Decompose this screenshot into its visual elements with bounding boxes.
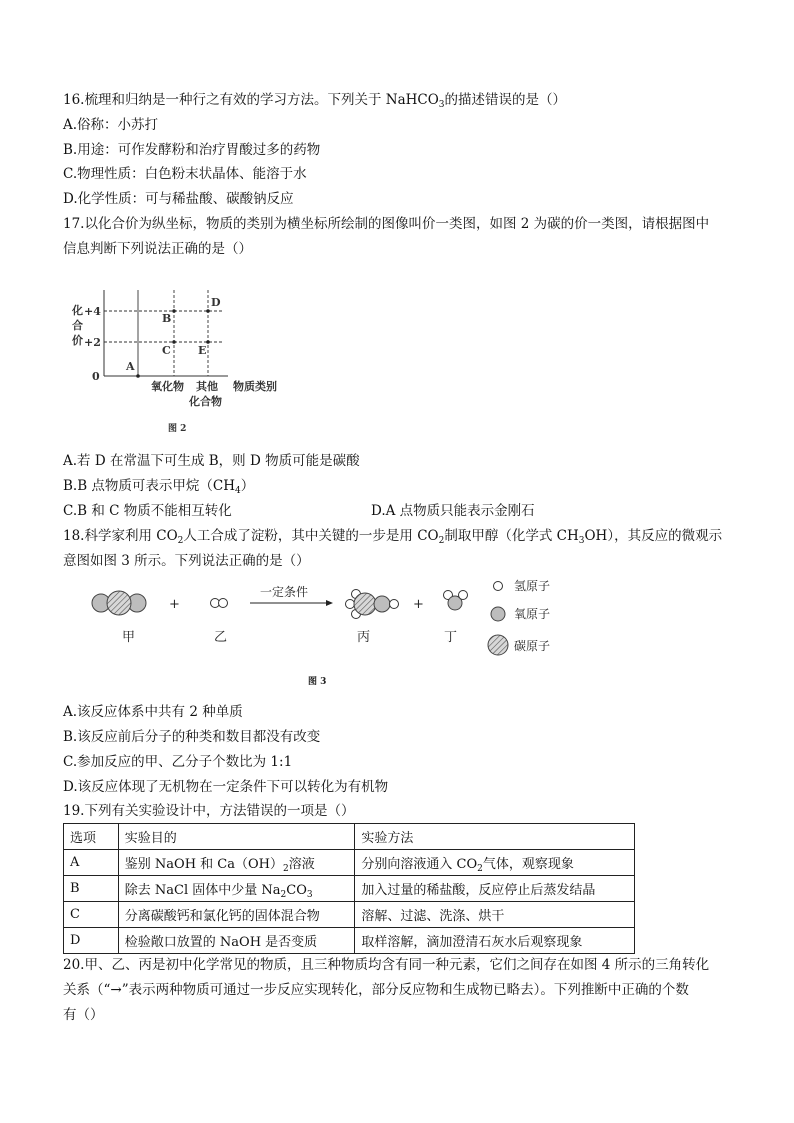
q16-stem: 16.梳理和归纳是一种行之有效的学习方法。下列关于 NaHCO$_3$的描述错误的是（）	[63, 92, 567, 110]
table-row	[64, 850, 635, 876]
x-axis-title: 物质类别	[233, 380, 277, 393]
reaction-condition: 一定条件	[260, 585, 309, 599]
header-goal: 实验目的	[118, 824, 355, 850]
legend-carbon	[488, 635, 550, 655]
q18-option-a: A.该反应体系中共有 2 种单质	[63, 704, 243, 720]
valence-category-figure	[62, 284, 302, 434]
x-label-compound: 化合物	[189, 395, 222, 408]
q20-stem-line3: 有（）	[63, 1007, 104, 1023]
legend-oxygen	[491, 607, 550, 621]
x-label-other: 其他	[196, 380, 218, 393]
q17-option-a: A.若 D 在常温下可生成 B，则 D 物质可能是碳酸	[63, 453, 360, 469]
label-jia: 甲	[122, 630, 136, 645]
point-b-marker	[172, 309, 176, 313]
q16-option-b: B.用途：可作发酵粉和治疗胃酸过多的药物	[63, 142, 321, 158]
molecule-bing	[346, 590, 399, 619]
point-e-label: E	[198, 344, 207, 357]
y-axis-label-3: 价	[72, 334, 83, 347]
q17-stem-line2: 信息判断下列说法正确的是（）	[63, 241, 252, 257]
x-label-oxide: 氧化物	[151, 380, 184, 393]
point-c-label: C	[162, 344, 171, 357]
q20-stem-line2: 关系（“→”表示两种物质可通过一步反应实现转化，部分反应物和生成物已略去）。下列推断中正确的个数	[63, 982, 689, 998]
row-option: B	[64, 876, 119, 902]
row-goal: 分离碳酸钙和氯化钙的固体混合物	[118, 902, 355, 928]
label-yi: 乙	[214, 630, 228, 645]
point-d-marker	[206, 309, 210, 313]
q17-option-c: C.B 和 C 物质不能相互转化	[63, 503, 232, 519]
y-axis-label-1: 化	[72, 304, 83, 317]
q18-stem-line1: 18.科学家利用 $CO_2$人工合成了淀粉，其中关键的一步是用 $CO_2$制取甲醇（化学式 $CH_3OH$），其反应的微观示	[63, 528, 723, 546]
reaction-arrow-icon	[326, 600, 333, 606]
row-option: C	[64, 902, 119, 928]
point-c-marker	[172, 340, 176, 344]
header-option: 选项	[64, 824, 119, 850]
y-tick-zero: 0	[92, 370, 100, 383]
molecule-jia	[92, 591, 146, 615]
row-goal: 除去 NaCl 固体中少量 $Na_2CO_3$	[118, 876, 355, 902]
reaction-diagram	[80, 574, 600, 692]
svg-text:氢原子: 氢原子	[514, 579, 551, 593]
q16-option-d: D.化学性质：可与稀盐酸、碳酸钠反应	[63, 191, 294, 207]
table-row	[64, 876, 635, 902]
table-row	[64, 902, 635, 928]
row-method: 分别向溶液通入 $CO_2$气体，观察现象	[355, 850, 635, 876]
experiment-table	[63, 823, 635, 954]
legend-hydrogen	[494, 579, 551, 593]
y-tick-plus2: +2	[84, 336, 101, 349]
point-b-label: B	[162, 312, 172, 325]
molecule-yi	[211, 599, 228, 608]
row-method: 溶解、过滤、洗涤、烘干	[355, 902, 635, 928]
plus-sign-1: +	[169, 597, 180, 612]
row-option: D	[64, 928, 119, 954]
point-e-marker	[206, 340, 210, 344]
label-ding: 丁	[444, 630, 458, 645]
q20-stem-line1: 20.甲、乙、丙是初中化学常见的物质，且三种物质均含有同一种元素，它们之间存在如图 4 所示的三角转化	[63, 957, 710, 973]
svg-text:碳原子: 碳原子	[514, 639, 551, 653]
q18-option-b: B.该反应前后分子的种类和数目都没有改变	[63, 729, 321, 745]
q18-option-d: D.该反应体现了无机物在一定条件下可以转化为有机物	[63, 779, 389, 795]
row-goal: 鉴别 NaOH 和 $Ca(OH)_2$溶液	[118, 850, 355, 876]
q17-option-d: D.A 点物质只能表示金刚石	[371, 503, 535, 519]
label-bing: 丙	[357, 630, 371, 645]
header-method: 实验方法	[355, 824, 635, 850]
point-a-marker	[136, 374, 140, 378]
y-axis-label-2: 合	[72, 319, 83, 332]
table-row	[64, 928, 635, 954]
q19-stem: 19.下列有关实验设计中，方法错误的一项是（）	[63, 803, 355, 819]
y-tick-plus4: +4	[84, 305, 101, 318]
row-method: 取样溶解，滴加澄清石灰水后观察现象	[355, 928, 635, 954]
q18-option-c: C.参加反应的甲、乙分子个数比为 1:1	[63, 754, 293, 770]
plus-sign-2: +	[413, 597, 424, 612]
figure-3-caption: 图 3	[308, 677, 327, 687]
q18-stem-line2: 意图如图 3 所示。下列说法正确的是（）	[63, 553, 310, 569]
row-goal: 检验敞口放置的 NaOH 是否变质	[118, 928, 355, 954]
point-d-label: D	[211, 296, 221, 309]
q17-stem-line1: 17.以化合价为纵坐标，物质的类别为横坐标所绘制的图像叫价一类图，如图 2 为碳的价一类图，请根据图中	[63, 216, 710, 232]
q16-option-a: A.俗称：小苏打	[63, 117, 159, 133]
point-a-label: A	[126, 360, 135, 373]
row-method: 加入过量的稀盐酸，反应停止后蒸发结晶	[355, 876, 635, 902]
row-option: A	[64, 850, 119, 876]
figure-2-caption: 图 2	[168, 424, 187, 434]
table-header-row	[64, 824, 635, 850]
molecule-ding	[444, 591, 468, 611]
q17-option-b: B.B 点物质可表示甲烷$(CH_4)$	[63, 478, 255, 496]
q16-option-c: C.物理性质：白色粉末状晶体、能溶于水	[63, 166, 307, 182]
svg-text:氧原子: 氧原子	[514, 607, 551, 621]
